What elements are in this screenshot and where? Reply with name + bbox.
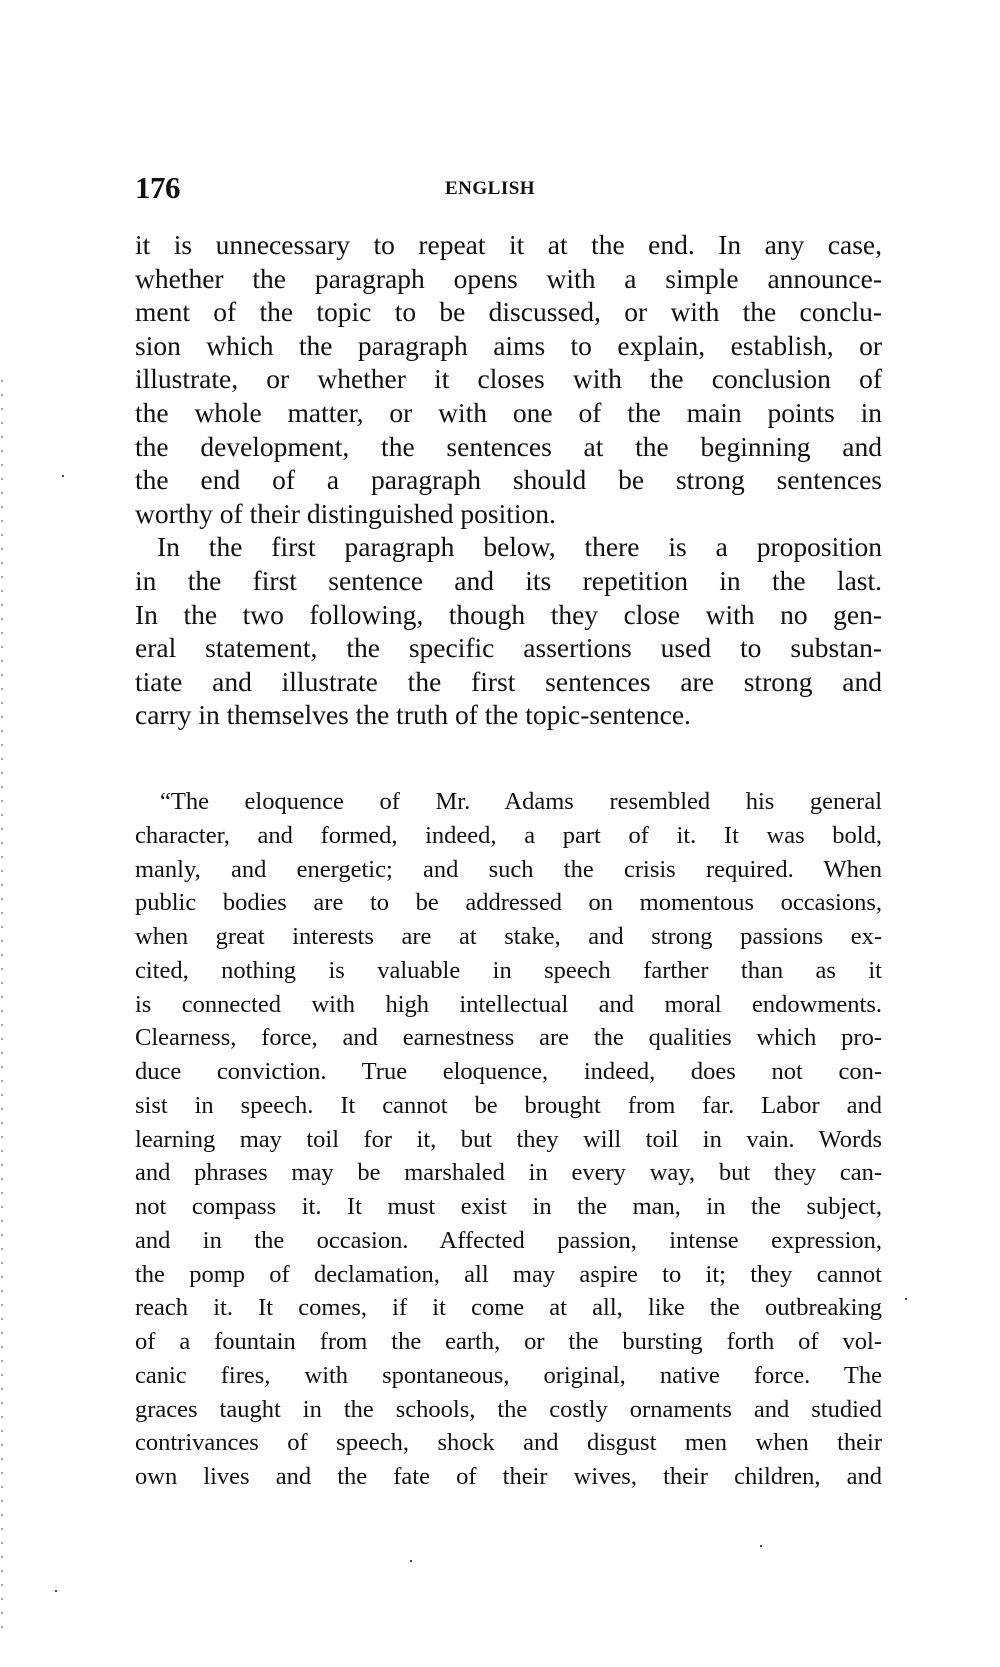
scan-speck — [410, 1560, 412, 1562]
text-line: the end of a paragraph should be strong sentences — [135, 464, 882, 496]
text-line: the development, the sentences at the beginning and — [135, 430, 882, 462]
text-line: illustrate, or whether it closes with the conclusion of — [135, 363, 882, 395]
quote-line: the pomp of declamation, all may aspire to it; they cannot — [135, 1260, 882, 1288]
quote-line: public bodies are to be addressed on momentous occasions, — [135, 889, 882, 917]
text-line: worthy of their distinguished position. — [135, 497, 556, 529]
text-line: carry in themselves the truth of the topic-sentence. — [135, 699, 691, 731]
quote-line: canic fires, with spontaneous, original, native force. The — [135, 1361, 882, 1389]
text-line: In the two following, though they close with no gen- — [135, 598, 882, 630]
quote-line: learning may toil for it, but they will toil in vain. Words — [135, 1125, 882, 1153]
quote-line: “The eloquence of Mr. Adams resembled his general — [160, 788, 882, 815]
quote-line: Clearness, force, and earnestness are the qualities which pro- — [135, 1024, 882, 1052]
text-line: In the first paragraph below, there is a proposition — [157, 531, 882, 563]
quotation-paragraph — [135, 785, 882, 1494]
quote-line: cited, nothing is valuable in speech farther than as it — [135, 956, 882, 984]
quote-line: sist in speech. It cannot be brought from far. Labor and — [135, 1091, 882, 1119]
paragraph-2 — [135, 530, 882, 732]
quote-line: of a fountain from the earth, or the bursting forth of vol- — [135, 1328, 882, 1355]
scan-speck — [62, 475, 64, 477]
scan-speck — [55, 1590, 57, 1592]
quote-line: and in the occasion. Affected passion, intense expression, — [135, 1226, 882, 1254]
quote-line: contrivances of speech, shock and disgust men when their — [135, 1429, 882, 1457]
running-head — [135, 172, 882, 204]
page-number: 176 — [135, 170, 180, 205]
text-line: tiate and illustrate the first sentences are strong and — [135, 665, 882, 697]
quote-line: character, and formed, indeed, a part of it. It was bold, — [135, 821, 882, 849]
scan-speck — [760, 1545, 762, 1547]
text-line: in the first sentence and its repetition in the last. — [135, 564, 882, 596]
quote-line: graces taught in the schools, the costly ornaments and studied — [135, 1395, 882, 1423]
quote-line: reach it. It comes, if it come at all, like the outbreaking — [135, 1294, 882, 1322]
text-line: it is unnecessary to repeat it at the end. In any case, — [135, 229, 882, 260]
text-line: the whole matter, or with one of the main points in — [135, 396, 882, 428]
quote-line: not compass it. It must exist in the man, in the subject, — [135, 1193, 882, 1220]
paragraph-1 — [135, 228, 882, 530]
quote-line: duce conviction. True eloquence, indeed, does not con- — [135, 1058, 882, 1085]
quote-line: when great interests are at stake, and strong passions ex- — [135, 923, 882, 950]
quote-line: manly, and energetic; and such the crisis required. When — [135, 855, 882, 883]
text-line: eral statement, the specific assertions used to substan- — [135, 632, 882, 664]
block-quotation — [135, 785, 882, 1494]
running-title: ENGLISH — [445, 178, 536, 199]
scan-speck — [905, 1298, 907, 1300]
scan-edge-artifact — [1, 380, 3, 1630]
text-line: ment of the topic to be discussed, or with the conclu- — [135, 296, 882, 328]
text-line: sion which the paragraph aims to explain, establish, or — [135, 329, 882, 361]
quote-line: is connected with high intellectual and moral endowments. — [135, 990, 882, 1018]
quote-line: and phrases may be marshaled in every way, but they can- — [135, 1159, 882, 1187]
quote-line: own lives and the fate of their wives, their children, and — [135, 1463, 882, 1490]
body-text — [135, 228, 882, 732]
text-line: whether the paragraph opens with a simple announce- — [135, 262, 882, 294]
